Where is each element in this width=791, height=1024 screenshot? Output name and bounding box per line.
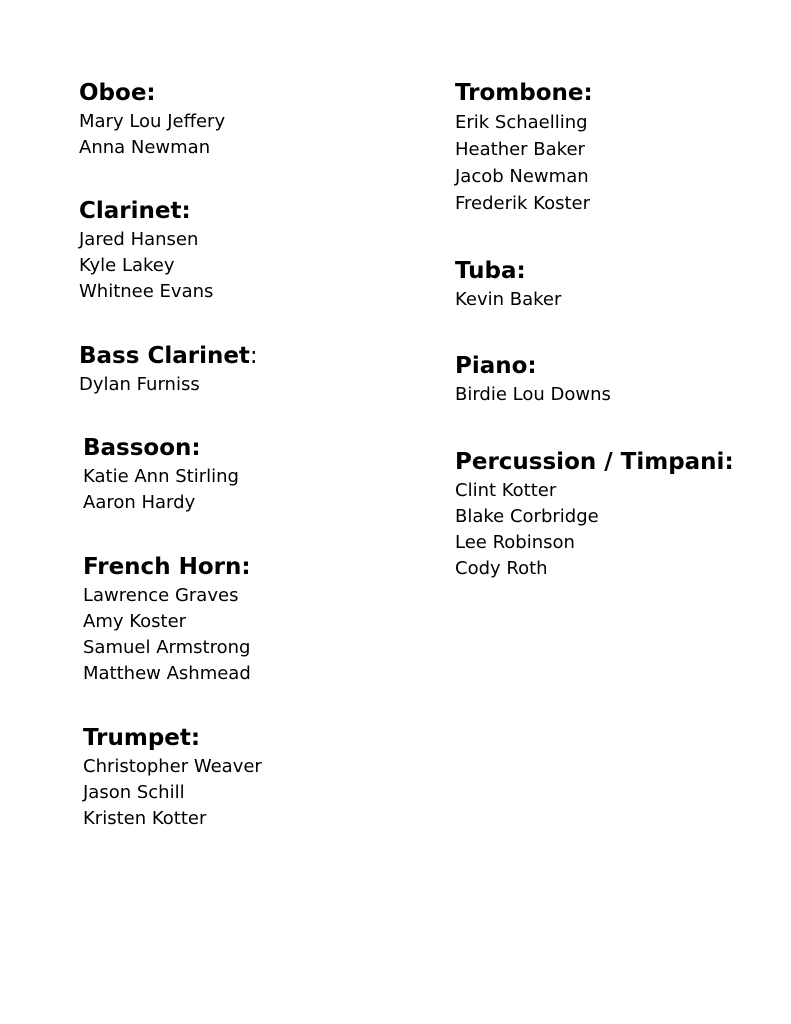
section-heading-french-horn: French Horn:: [83, 554, 251, 580]
member-name: Jacob Newman: [455, 166, 589, 187]
name-list-tuba: [455, 287, 561, 313]
section-tuba: [455, 256, 561, 313]
member-name: Lee Robinson: [455, 532, 575, 553]
section-oboe: [79, 78, 225, 161]
section-french-horn: [83, 552, 251, 687]
member-name: Heather Baker: [455, 139, 585, 160]
member-name: Mary Lou Jeffery: [79, 111, 226, 132]
member-name: Kristen Kotter: [83, 808, 207, 829]
member-name: Samuel Armstrong: [83, 637, 251, 658]
member-name: Erik Schaelling: [455, 112, 588, 133]
name-list-percussion-timpani: [455, 478, 734, 582]
section-heading-clarinet: Clarinet:: [79, 198, 191, 224]
section-bass-clarinet: [79, 341, 258, 398]
name-list-piano: [455, 382, 611, 408]
member-name: Kevin Baker: [455, 289, 562, 310]
member-name: Kyle Lakey: [79, 255, 175, 276]
section-heading-trumpet: Trumpet:: [83, 725, 201, 751]
section-trombone: [455, 78, 593, 217]
section-bassoon: [83, 433, 239, 516]
member-name: Cody Roth: [455, 558, 548, 579]
member-name: Matthew Ashmead: [83, 663, 251, 684]
member-name: Anna Newman: [79, 137, 211, 158]
section-heading-bass-clarinet: [79, 341, 258, 371]
section-percussion-timpani: [455, 447, 734, 582]
member-name: Katie Ann Stirling: [83, 466, 239, 487]
name-list-french-horn: [83, 583, 251, 687]
member-name: Jared Hansen: [79, 229, 199, 250]
name-list-bassoon: [83, 464, 239, 516]
section-heading-colon: :: [249, 343, 258, 369]
member-name: Lawrence Graves: [83, 585, 239, 606]
section-heading-bass-clarinet-text: Bass Clarinet: [79, 343, 250, 369]
member-name: Jason Schill: [83, 782, 185, 803]
name-list-trombone: [455, 109, 593, 217]
member-name: Dylan Furniss: [79, 374, 200, 395]
section-trumpet: [83, 723, 262, 832]
member-name: Birdie Lou Downs: [455, 384, 611, 405]
section-heading-tuba: Tuba:: [455, 258, 526, 284]
member-name: Amy Koster: [83, 611, 187, 632]
section-heading-trombone: Trombone:: [455, 80, 593, 106]
section-heading-piano: Piano:: [455, 353, 537, 379]
section-heading-oboe: Oboe:: [79, 80, 156, 106]
member-name: Aaron Hardy: [83, 492, 196, 513]
section-heading-percussion-timpani: Percussion / Timpani:: [455, 449, 734, 475]
member-name: Clint Kotter: [455, 480, 557, 501]
member-name: Christopher Weaver: [83, 756, 262, 777]
name-list-bass-clarinet: [79, 372, 258, 398]
name-list-trumpet: [83, 754, 262, 832]
member-name: Frederik Koster: [455, 193, 590, 214]
section-heading-bassoon: Bassoon:: [83, 435, 201, 461]
name-list-clarinet: [79, 227, 213, 305]
member-name: Whitnee Evans: [79, 281, 214, 302]
section-clarinet: [79, 196, 213, 305]
section-piano: [455, 351, 611, 408]
member-name: Blake Corbridge: [455, 506, 599, 527]
name-list-oboe: [79, 109, 225, 161]
